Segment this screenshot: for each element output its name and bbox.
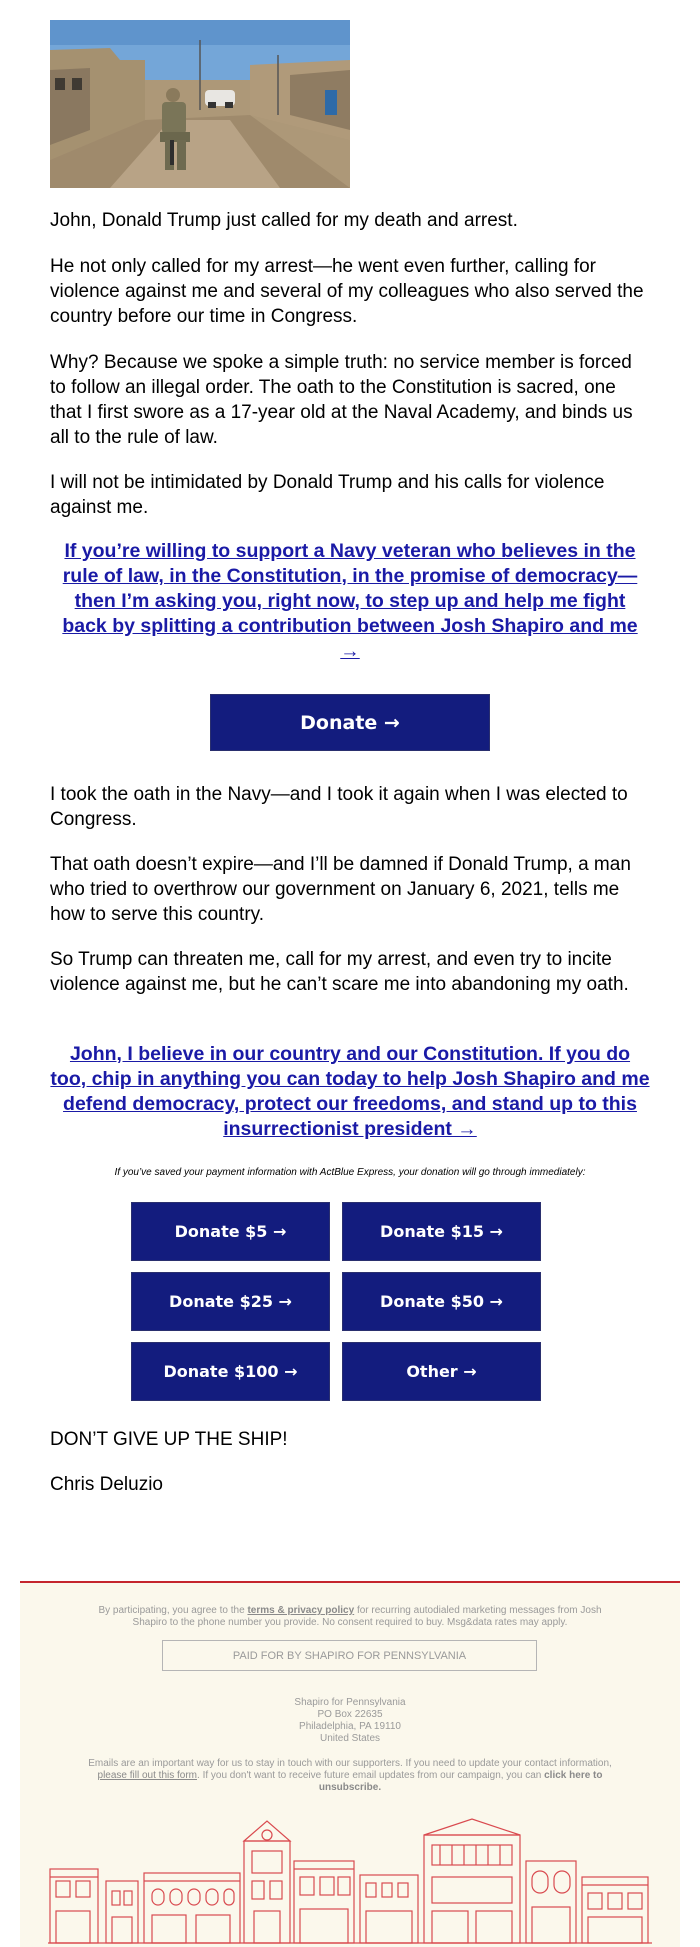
consent-text-end: for recurring autodialed marketing messages from Josh Shapiro to the phone number you provide. No consent required to buy. Msg&data rates may apply. <box>132 1605 602 1628</box>
cta-chip-in-link[interactable]: John, I believe in our country and our Constitution. If you do too, chip in anything you can today to help Josh Shapiro and me defend democracy, protect our freedoms, and stand up to this insurrectionist president → <box>50 1043 650 1140</box>
unsubscribe-link[interactable]: click here to unsubscribe. <box>318 1770 603 1793</box>
address-line: PO Box 22635 <box>317 1709 383 1720</box>
donate-100-button[interactable]: Donate $100 → <box>131 1342 330 1401</box>
footer <box>20 1581 680 1947</box>
mailing-address <box>80 1697 620 1745</box>
donate-25-button[interactable]: Donate $25 → <box>131 1272 330 1331</box>
body-paragraph: That oath doesn’t expire—and I’ll be damned if Donald Trump, a man who tried to overthrow our government on January 6, 2021, tells me how to serve this country. <box>50 854 631 925</box>
cta-link-container <box>50 1042 650 1142</box>
body-paragraph: Why? Because we spoke a simple truth: no service member is forced to follow an illegal order. The oath to the Constitution is sacred, one that I first swore as a 17-year old at the Naval Academy, and binds us all to the rule of law. <box>50 352 633 448</box>
update-info-link[interactable]: please fill out this form <box>97 1770 198 1781</box>
signoff: DON’T GIVE UP THE SHIP! <box>50 1429 288 1450</box>
body-paragraph: I will not be intimidated by Donald Trump and his calls for violence against me. <box>50 472 605 518</box>
cta-support-link[interactable]: If you’re willing to support a Navy veteran who believes in the rule of law, in the Constitution, in the promise of democracy—then I’m asking you, right now, to step up and help me fight back by splitting a contribution between Josh Shapiro and me → <box>62 540 638 662</box>
cta-link-container <box>50 539 650 664</box>
donate-button[interactable]: Donate → <box>210 694 490 751</box>
body-paragraph: So Trump can threaten me, call for my arrest, and even try to incite violence against me, but he can’t scare me into abandoning my oath. <box>50 949 629 995</box>
email-text-mid: . If you don't want to receive future email updates from our campaign, you can <box>197 1770 545 1781</box>
email-preferences-text <box>80 1758 620 1794</box>
terms-privacy-link[interactable]: terms & privacy policy <box>247 1605 355 1616</box>
body-paragraph: John, Donald Trump just called for my death and arrest. <box>50 210 518 231</box>
email-text-start: Emails are an important way for us to stay in touch with our supporters. If you need to update your contact information, <box>88 1758 612 1769</box>
paid-for-box: PAID FOR BY SHAPIRO FOR PENNSYLVANIA <box>162 1640 537 1671</box>
address-line: Philadelphia, PA 19110 <box>299 1721 401 1732</box>
donate-15-button[interactable]: Donate $15 → <box>342 1202 541 1261</box>
donate-5-button[interactable]: Donate $5 → <box>131 1202 330 1261</box>
donate-50-button[interactable]: Donate $50 → <box>342 1272 541 1331</box>
body-paragraph: I took the oath in the Navy—and I took it again when I was elected to Congress. <box>50 784 628 830</box>
actblue-express-note: If you’ve saved your payment information with ActBlue Express, your donation will go through immediately: <box>114 1167 586 1178</box>
address-line: Shapiro for Pennsylvania <box>294 1697 406 1708</box>
storefront-illustration <box>48 1811 652 1945</box>
consent-text-start: By participating, you agree to the <box>98 1605 248 1616</box>
address-line: United States <box>319 1733 381 1744</box>
body-paragraph: He not only called for my arrest—he went even further, calling for violence against me and several of my colleagues who also served the country before our time in Congress. <box>50 256 644 327</box>
signature: Chris Deluzio <box>50 1474 163 1495</box>
donate-other-button[interactable]: Other → <box>342 1342 541 1401</box>
hero-photo <box>50 20 350 188</box>
sms-consent-text <box>80 1605 620 1629</box>
